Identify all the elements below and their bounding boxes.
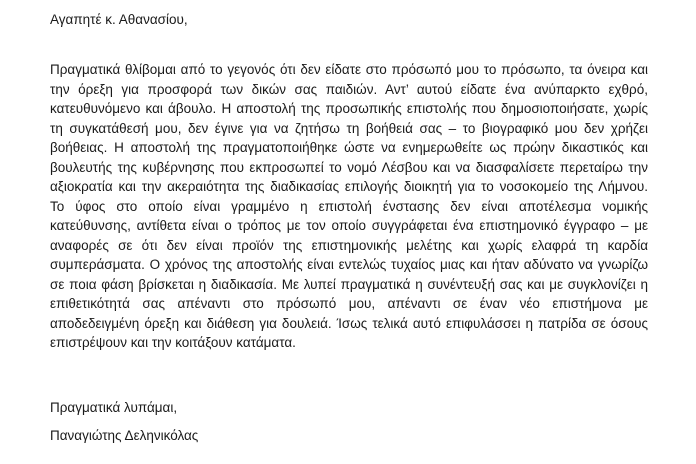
body-line: επιθετικότητά σας απέναντι στο πρόσωπό μου, απέναντι σε έναν νέο επιστήμονα με <box>50 296 648 311</box>
body-line: αξιοκρατία και την ακεραιότητα της διαδικασίας επιλογής διοικητή για το νοσοκομείο της Λήμνου. <box>50 179 648 194</box>
letter-body <box>50 60 648 353</box>
body-line: κατευθυνόμενο και άβουλο. Η αποστολή της προσωπικής επιστολής που δημοσιοποιήσατε, χωρίς <box>50 101 648 116</box>
body-line: Πραγματικά θλίβομαι από το γεγονός ότι δεν είδατε στο πρόσωπό μου το πρόσωπο, τα όνειρα και <box>50 62 648 77</box>
body-line: σε ποια φάση βρίσκεται η διαδικασία. Με λυπεί πραγματικά η συνέντευξή σας και με συγκλονίζει η <box>50 276 648 292</box>
body-line: αναφορές σε ότι δεν είναι προϊόν της επιστημονικής μελέτης και χωρίς ελαφρά τη καρδία <box>50 237 648 253</box>
body-line: βουλευτής της κυβέρνησης που εκπροσωπεί το νομό Λέσβου και να διασφαλίσετε περεταίρω την <box>50 159 648 175</box>
body-line-last: επιστρέψουν και την κοιτάξουν κατάματα. <box>50 335 296 350</box>
body-line: βοήθειας. Η αποστολή της πραγματοποιήθηκε ώστε να ενημερωθείτε ως πρώην δικαστικός και <box>50 140 648 155</box>
body-line: κατεύθυνσης, αντίθετα είναι ο τρόπος με τον οποίο συγγράφεται ένα επιστημονικό έγγραφο – με <box>50 218 648 233</box>
body-line: αποδεδειγμένη όρεξη και διάθεση για δουλειά. Ίσως τελικά αυτό επιφυλάσσει η πατρίδα σε όσους <box>50 315 648 331</box>
body-line: Το ύφος στο οποίο είναι γραμμένο η επιστολή ένστασης δεν είναι αποτέλεσμα νομικής <box>50 198 648 214</box>
closing: Πραγματικά λυπάμαι, <box>50 400 178 415</box>
salutation: Αγαπητέ κ. Αθανασίου, <box>50 12 188 27</box>
body-line: την όρεξη για προσφορά των δικών σας παιδιών. Αντ’ αυτού είδατε ένα ανύπαρκτο εχθρό, <box>50 81 648 97</box>
signature-name: Παναγιώτης Δεληνικόλας <box>50 428 199 443</box>
body-line: συμπεράσματα. Ο χρόνος της αποστολής είναι εντελώς τυχαίος μιας και ήταν αδύνατο να γνωρίζω <box>50 257 648 272</box>
body-line: τη συγκατάθεσή μου, δεν έγινε για να ζητήσω τη βοήθειά σας – το βιογραφικό μου δεν χρήζει <box>50 120 648 136</box>
